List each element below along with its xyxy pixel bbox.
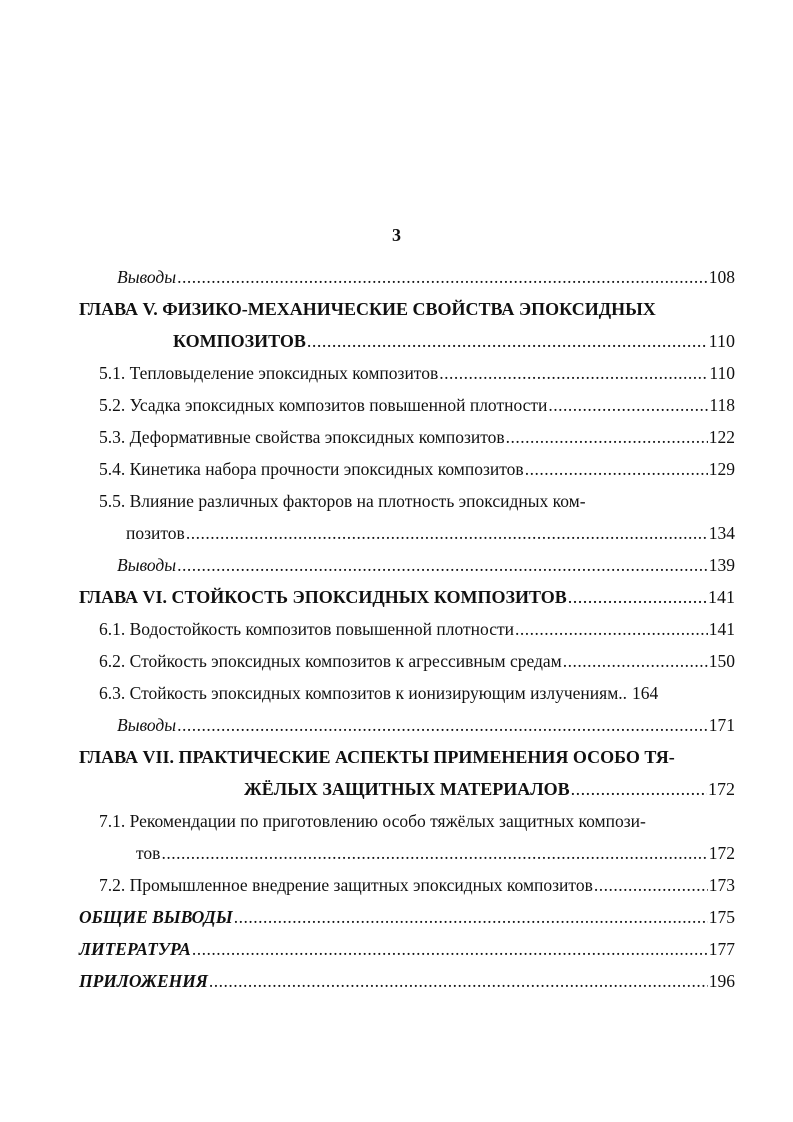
toc-leader [548,394,708,416]
toc-leader [161,842,707,864]
toc-entry-title: ОБЩИЕ ВЫВОДЫ [79,907,233,927]
toc-page-number: 129 [708,459,735,479]
toc-page-number: 110 [709,363,735,383]
toc-entry-title: 6.1. Водостойкость композитов повышенной плотности [99,619,515,639]
toc-page-number: 172 [708,843,735,863]
toc-page-number: 175 [708,907,735,927]
toc-page-number: 172 [708,779,735,799]
toc-entry-5-1 [99,362,735,384]
toc-entry-title: позитов [126,523,185,543]
toc-entry-title: Выводы [117,555,177,575]
toc-entry-5-3 [99,426,735,448]
toc-entry-title: Выводы [117,267,177,287]
toc-chapter-7-title: ГЛАВА VII. ПРАКТИЧЕСКИЕ АСПЕКТЫ ПРИМЕНЕНИЯ ОСОБО ТЯ- [79,747,675,767]
toc-leader [177,554,708,576]
toc-page-number: 171 [708,715,735,735]
toc-chapter-5-title: ГЛАВА V. ФИЗИКО-МЕХАНИЧЕСКИЕ СВОЙСТВА ЭПОКСИДНЫХ [79,299,656,319]
toc-page-number: 177 [708,939,735,959]
toc-leader [177,266,708,288]
toc-page-number: 173 [708,875,735,895]
toc-chapter-7 [244,778,735,800]
toc-entry-title: 6.3. Стойкость эпоксидных композитов к ионизирующим излучениям.. [99,683,628,703]
toc-page-number: 110 [708,331,735,351]
toc-literature [79,938,735,960]
toc-entry-7-2 [99,874,735,896]
toc-entry-5-5 [126,522,735,544]
toc-leader [192,938,708,960]
toc-entry-5-2 [99,394,735,416]
toc-appendices [79,970,735,992]
toc-page-number: 141 [708,619,735,639]
toc-entry-6-1 [99,618,735,640]
toc-entry-5-4 [99,458,735,480]
toc-leader [525,458,708,480]
toc-entry-title: 5.3. Деформативные свойства эпоксидных композитов [99,427,505,447]
toc-entry-title: 6.2. Стойкость эпоксидных композитов к агрессивным средам [99,651,562,671]
toc-page-number: 141 [708,587,735,607]
toc-page-number: 122 [708,427,735,447]
toc-entry-title: тов [136,843,161,863]
toc-page-number: 196 [708,971,735,991]
toc-chapter-5 [173,330,735,352]
toc-entry-7-1-title: 7.1. Рекомендации по приготовлению особо тяжёлых защитных компози- [99,811,646,831]
toc-leader [571,778,707,800]
toc-leader [307,330,708,352]
toc-leader [186,522,708,544]
toc-entry-conclusions-5 [117,554,735,576]
toc-general-conclusions [79,906,735,928]
page-number: 3 [392,225,401,245]
toc-entry-title: КОМПОЗИТОВ [173,331,306,351]
toc-entry-title: 7.2. Промышленное внедрение защитных эпоксидных композитов [99,875,593,895]
toc-page-number: 164 [632,683,659,703]
toc-page-number: 134 [708,523,735,543]
toc-leader [234,906,708,928]
toc-leader [563,650,708,672]
toc-entry-title: 5.1. Тепловыделение эпоксидных композитов [99,363,439,383]
toc-entry-title: 5.4. Кинетика набора прочности эпоксидных композитов [99,459,524,479]
toc-page-number: 150 [708,651,735,671]
toc-entry-title: Выводы [117,715,177,735]
toc-chapter-6 [79,586,735,608]
toc-entry-title: ЛИТЕРАТУРА [79,939,191,959]
toc-entry-title: ПРИЛОЖЕНИЯ [79,971,208,991]
toc-leader [594,874,708,896]
toc-leader [177,714,708,736]
toc-leader [568,586,707,608]
toc-entry-title: ЖЁЛЫХ ЗАЩИТНЫХ МАТЕРИАЛОВ [244,779,570,799]
toc-page-number: 118 [709,395,735,415]
toc-page-number: 108 [708,267,735,287]
toc-entry-6-3 [99,682,735,704]
toc-leader [209,970,708,992]
toc-entry-5-5-title: 5.5. Влияние различных факторов на плотность эпоксидных ком- [99,491,586,511]
toc-entry-conclusions-4 [117,266,735,288]
toc-page-number: 139 [708,555,735,575]
toc-entry-6-2 [99,650,735,672]
toc-entry-title: ГЛАВА VI. СТОЙКОСТЬ ЭПОКСИДНЫХ КОМПОЗИТОВ [79,587,567,607]
toc-entry-conclusions-6 [117,714,735,736]
toc-leader [439,362,708,384]
toc-leader [515,618,708,640]
toc-leader [506,426,708,448]
toc-entry-7-1 [136,842,735,864]
toc-entry-title: 5.2. Усадка эпоксидных композитов повышенной плотности [99,395,548,415]
